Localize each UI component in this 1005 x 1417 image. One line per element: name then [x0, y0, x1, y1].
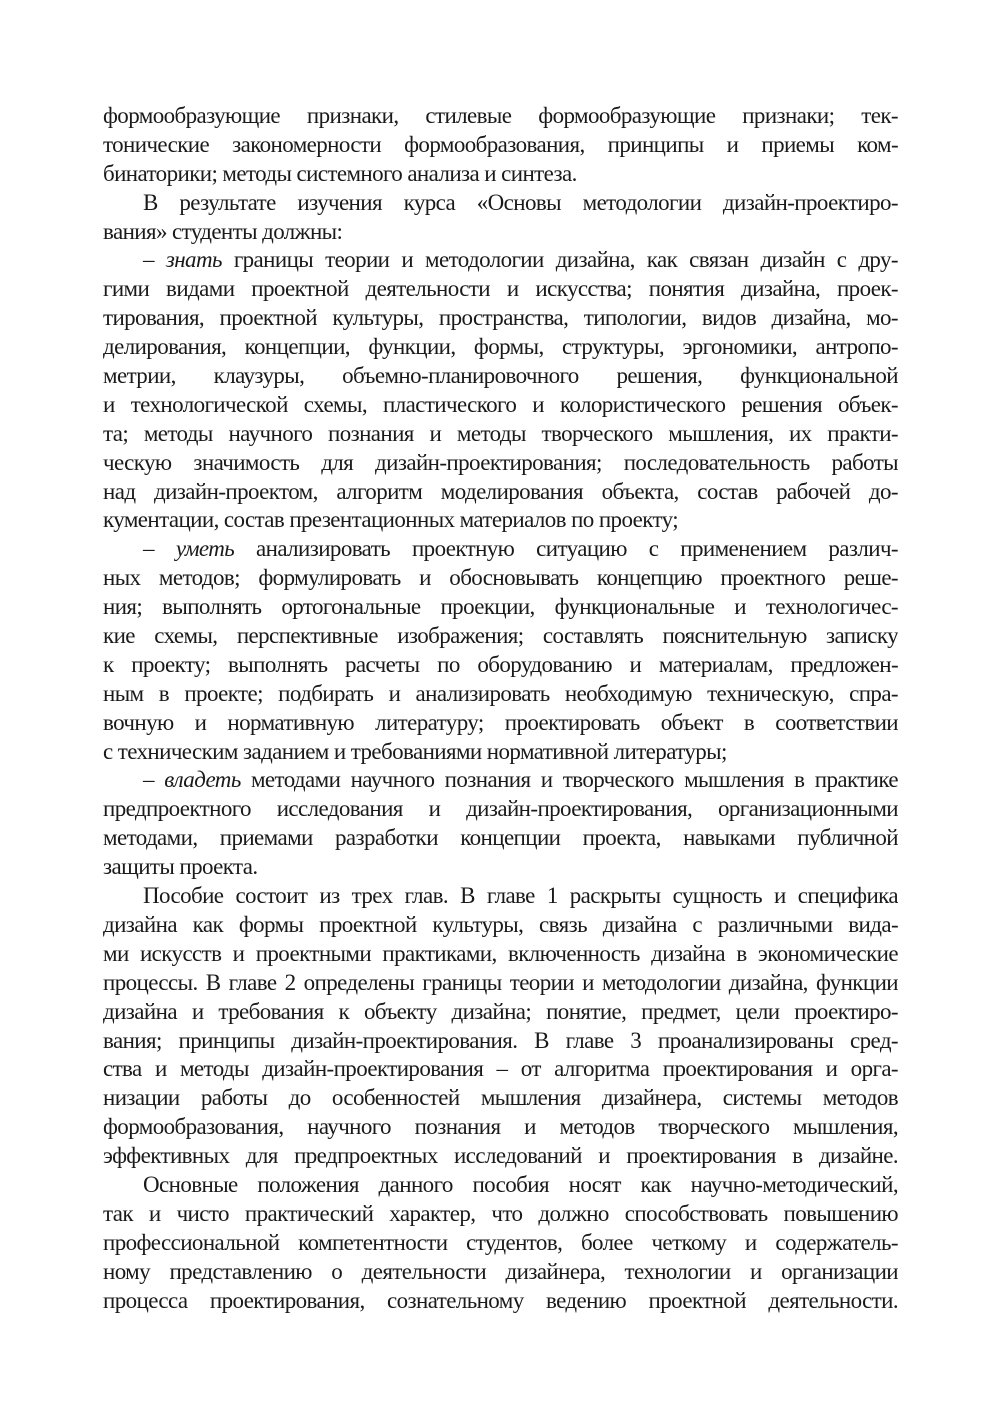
text-line [103, 218, 898, 247]
emphasis-term: – владеть [143, 767, 241, 793]
line-text: вочную и нормативную литературу; проектировать объект в соответствии [103, 709, 898, 735]
line-text: границы теории и методологии дизайна, как связан дизайн с дру- [221, 247, 898, 273]
text-line [103, 391, 898, 420]
text-line [103, 420, 898, 449]
text-line [103, 680, 898, 709]
text-line [103, 506, 898, 535]
line-text: кументации, состав презентационных материалов по проекту; [103, 507, 679, 533]
line-text: к проекту; выполнять расчеты по оборудованию и материалам, предложен- [103, 651, 898, 677]
text-line [103, 853, 898, 882]
text-line [103, 131, 898, 160]
line-text: процессы. В главе 2 определены границы теории и методологии дизайна, функции [103, 969, 898, 995]
text-line [103, 940, 898, 969]
line-text: дизайна и требования к объекту дизайна; понятие, предмет, цели проектиро- [103, 998, 898, 1024]
line-text: та; методы научного познания и методы творческого мышления, их практи- [103, 420, 898, 446]
line-text: предпроектного исследования и дизайн-проектирования, организационными [103, 796, 898, 822]
line-text: ным в проекте; подбирать и анализировать необходимую техническую, спра- [103, 680, 898, 706]
line-text: так и чисто практический характер, что должно способствовать повышению [103, 1200, 898, 1226]
line-text: методами научного познания и творческого мышления в практике [240, 767, 898, 793]
text-line [103, 824, 898, 853]
text-line [103, 593, 898, 622]
line-text: процесса проектирования, сознательному ведению проектной деятельности. [103, 1287, 898, 1313]
line-text: формообразования, научного познания и методов творческого мышления, [103, 1114, 898, 1140]
text-line [103, 709, 898, 738]
text-line [103, 535, 898, 564]
line-text: дизайна как формы проектной культуры, связь дизайна с различными вида- [103, 911, 898, 937]
line-text: над дизайн-проектом, алгоритм моделирования объекта, состав рабочей до- [103, 478, 898, 504]
line-text: ми искусств и проектными практиками, включенность дизайна в экономические [103, 940, 898, 966]
text-line [103, 1200, 898, 1229]
line-text: формообразующие признаки, стилевые формообразующие признаки; тек- [103, 103, 898, 128]
text-line [103, 622, 898, 651]
text-line [103, 1113, 898, 1142]
emphasis-term: – знать [143, 247, 222, 273]
line-text: защиты проекта. [103, 854, 258, 880]
document-page [103, 102, 898, 1315]
line-text: тонические закономерности формообразования, принципы и приемы ком- [103, 131, 898, 157]
line-text: и технологической схемы, пластического и колористического решения объек- [103, 391, 898, 417]
text-line [103, 246, 898, 275]
line-text: эффективных для предпроектных исследований и проектирования в дизайне. [103, 1143, 898, 1169]
text-line [103, 102, 898, 131]
text-line [103, 882, 898, 911]
line-text: вания» студенты должны: [103, 218, 343, 244]
text-line [103, 449, 898, 478]
line-text: анализировать проектную ситуацию с применением различ- [234, 536, 898, 562]
text-line [103, 333, 898, 362]
text-line [103, 1084, 898, 1113]
text-line [103, 795, 898, 824]
text-line [103, 304, 898, 333]
text-line [103, 1055, 898, 1084]
text-line [103, 275, 898, 304]
line-text: В результате изучения курса «Основы методологии дизайн-проектиро- [143, 189, 898, 215]
line-text: ческую значимость для дизайн-проектирования; последовательность работы [103, 449, 898, 475]
line-text: низации работы до особенностей мышления дизайнера, системы методов [103, 1085, 898, 1111]
line-text: ных методов; формулировать и обосновывать концепцию проектного реше- [103, 565, 898, 591]
text-line [103, 998, 898, 1027]
line-text: с техническим заданием и требованиями нормативной литературы; [103, 738, 727, 764]
line-text: методами, приемами разработки концепции проекта, навыками публичной [103, 825, 898, 851]
line-text: Пособие состоит из трех глав. В главе 1 раскрыты сущность и специфика [143, 883, 898, 909]
text-line [103, 189, 898, 218]
text-line [103, 1142, 898, 1171]
text-line [103, 1171, 898, 1200]
line-text: бинаторики; методы системного анализа и синтеза. [103, 160, 577, 186]
text-line [103, 1229, 898, 1258]
text-line [103, 1287, 898, 1316]
text-line [103, 969, 898, 998]
text-line [103, 651, 898, 680]
line-text: ния; выполнять ортогональные проекции, функциональные и технологичес- [103, 594, 898, 620]
line-text: тирования, проектной культуры, пространства, типологии, видов дизайна, мо- [103, 305, 898, 331]
line-text: вания; принципы дизайн-проектирования. В главе 3 проанализированы сред- [103, 1027, 898, 1053]
text-line [103, 478, 898, 507]
text-line [103, 160, 898, 189]
line-text: профессиональной компетентности студентов, более четкому и содержатель- [103, 1229, 898, 1255]
line-text: гими видами проектной деятельности и искусства; понятия дизайна, проек- [103, 276, 898, 302]
text-line [103, 564, 898, 593]
line-text: делирования, концепции, функции, формы, структуры, эргономики, антропо- [103, 334, 898, 360]
line-text: метрии, клаузуры, объемно-планировочного решения, функциональной [103, 363, 898, 389]
text-line [103, 911, 898, 940]
text-line [103, 1258, 898, 1287]
text-line [103, 766, 898, 795]
line-text: кие схемы, перспективные изображения; составлять пояснительную записку [103, 623, 898, 649]
emphasis-term: – уметь [143, 536, 235, 562]
line-text: Основные положения данного пособия носят как научно-методический, [143, 1171, 898, 1197]
text-line [103, 738, 898, 767]
line-text: ства и методы дизайн-проектирования – от алгоритма проектирования и орга- [103, 1056, 898, 1082]
line-text: ному представлению о деятельности дизайнера, технологии и организации [103, 1258, 898, 1284]
text-line [103, 1027, 898, 1056]
text-line [103, 362, 898, 391]
